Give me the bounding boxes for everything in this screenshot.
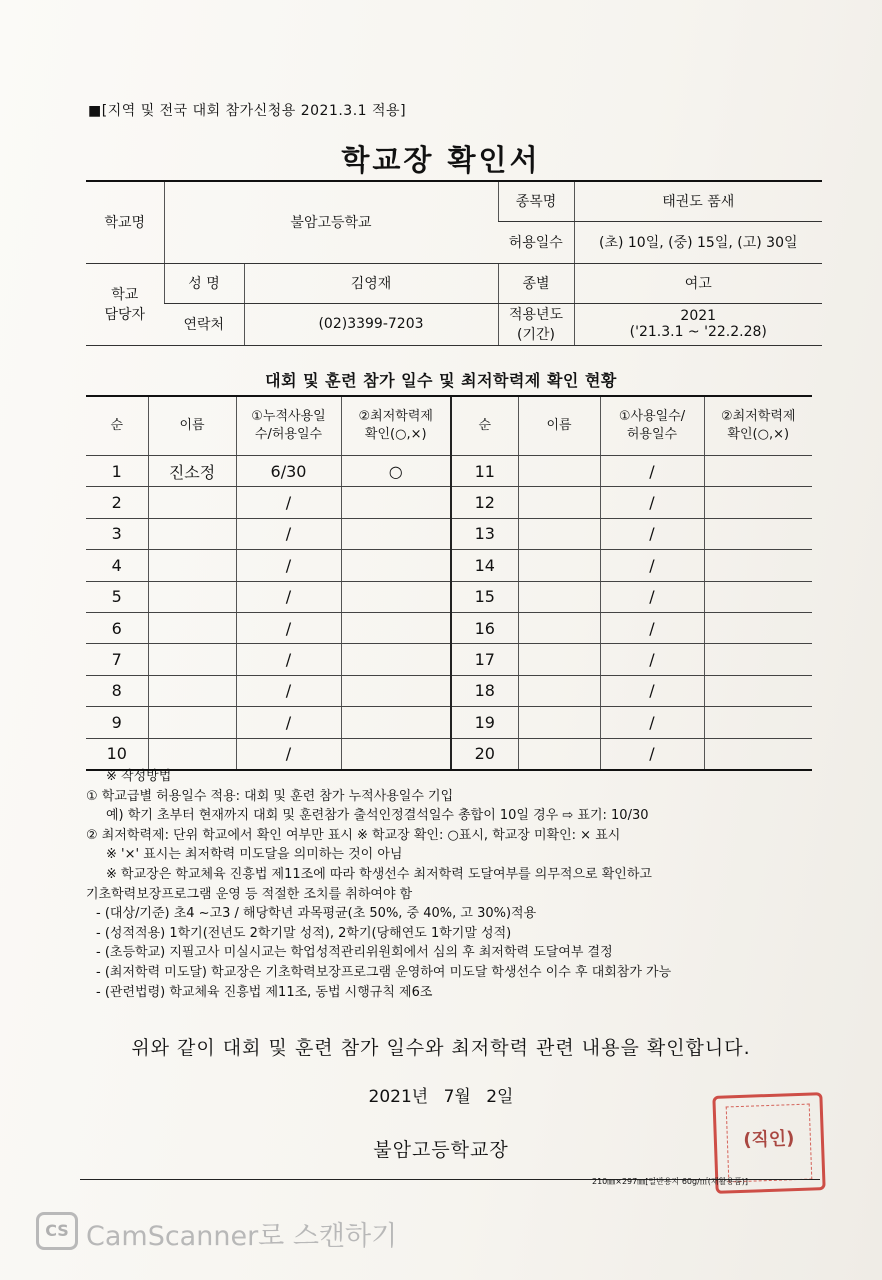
row-days: /	[236, 518, 341, 549]
table-row	[86, 612, 812, 643]
row-no-right: 12	[451, 487, 518, 518]
school-label: 학교명	[86, 181, 164, 263]
row-no-right: 14	[451, 550, 518, 581]
row-no-right: 20	[451, 738, 518, 770]
row-days: /	[236, 738, 341, 770]
row-days: /	[236, 612, 341, 643]
note-item: - (성적적용) 1학기(전년도 2학기말 성적), 2학기(당해연도 1학기말 성적)	[96, 925, 512, 941]
note-item: - (관련법령) 학교체육 진흥법 제11조, 동법 시행규칙 제6조	[96, 984, 433, 1000]
row-min-right	[704, 550, 812, 581]
row-days-right: /	[600, 487, 704, 518]
row-min	[341, 518, 451, 549]
row-no-right: 15	[451, 581, 518, 612]
row-name-right	[518, 644, 600, 675]
note-item: ① 학교급별 허용일수 적용: 대회 및 훈련 참가 누적사용일수 기입	[86, 788, 454, 804]
row-days: /	[236, 675, 341, 706]
header-min-right-line1: ②최저학력제	[721, 409, 796, 424]
header-min-left	[341, 396, 451, 456]
row-min-right	[704, 675, 812, 706]
row-days: /	[236, 581, 341, 612]
name-label: 성 명	[164, 263, 244, 303]
header-min-left-line1: ②최저학력제	[358, 409, 433, 424]
row-min	[341, 675, 451, 706]
manager-label	[86, 263, 164, 345]
row-name-right	[518, 707, 600, 738]
row-no: 6	[86, 612, 148, 643]
row-no: 2	[86, 487, 148, 518]
row-min: ○	[341, 456, 451, 487]
row-days: /	[236, 644, 341, 675]
table-row	[86, 707, 812, 738]
manager-label-line2: 담당자	[104, 307, 146, 323]
allowed-days-value: (초) 10일, (중) 15일, (고) 30일	[574, 221, 822, 263]
table-row	[86, 456, 812, 487]
row-no-right: 19	[451, 707, 518, 738]
row-name	[148, 550, 236, 581]
header-days-left	[236, 396, 341, 456]
header-min-right-line2: 확인(○,×)	[727, 427, 790, 442]
info-table	[86, 180, 822, 346]
row-min	[341, 581, 451, 612]
row-days-right: /	[600, 738, 704, 770]
table-row	[86, 738, 812, 770]
note-item: - (대상/기준) 초4 ~고3 / 해당학년 과목평균(초 50%, 중 40%, 고 30%)적용	[96, 906, 537, 922]
row-min	[341, 644, 451, 675]
note-item: 기초학력보장프로그램 운영 등 적절한 조치를 취하여야 함	[86, 886, 413, 902]
row-name	[148, 518, 236, 549]
contact-value: (02)3399-7203	[244, 303, 498, 345]
confirmation-statement: 위와 같이 대회 및 훈련 참가 일수와 최저학력 관련 내용을 확인합니다.	[131, 1037, 751, 1059]
table-row	[86, 518, 812, 549]
year-label-line1: 적용년도	[508, 307, 564, 323]
row-min	[341, 487, 451, 518]
header-note: ■[지역 및 전국 대회 참가신청용 2021.3.1 적용]	[88, 103, 407, 119]
row-min-right	[704, 644, 812, 675]
camscanner-logo-icon: CS	[36, 1212, 78, 1250]
principal-signature: 불암고등학교장	[373, 1139, 509, 1161]
row-name	[148, 581, 236, 612]
row-min-right	[704, 487, 812, 518]
header-no-right: 순	[451, 396, 518, 456]
header-min-left-line2: 확인(○,×)	[364, 427, 427, 442]
row-min-right	[704, 518, 812, 549]
table-header-row	[86, 396, 812, 456]
row-name-right	[518, 518, 600, 549]
row-min	[341, 738, 451, 770]
instructions	[86, 767, 826, 1002]
row-no-right: 13	[451, 518, 518, 549]
row-name	[148, 707, 236, 738]
row-name-right	[518, 675, 600, 706]
paper-spec: 210㎜×297㎜[일반용지 60g/㎡(재활용품)]	[592, 1177, 749, 1186]
row-days-right: /	[600, 707, 704, 738]
row-days-right: /	[600, 644, 704, 675]
school-value: 불암고등학교	[164, 181, 498, 263]
row-name-right	[518, 738, 600, 770]
row-min-right	[704, 738, 812, 770]
event-value: 태권도 품새	[574, 181, 822, 221]
row-name	[148, 675, 236, 706]
header-no: 순	[86, 396, 148, 456]
contact-label: 연락처	[164, 303, 244, 345]
header-days-right	[600, 396, 704, 456]
row-days: 6/30	[236, 456, 341, 487]
table-row	[86, 675, 812, 706]
seal-text: (직인)	[742, 1128, 795, 1151]
row-no-right: 16	[451, 612, 518, 643]
row-name	[148, 644, 236, 675]
row-name-right	[518, 581, 600, 612]
table-row	[86, 487, 812, 518]
row-days: /	[236, 487, 341, 518]
row-name-right	[518, 456, 600, 487]
year-value-cell	[574, 303, 822, 345]
row-min	[341, 550, 451, 581]
note-item: - (초등학교) 지필고사 미실시교는 학업성적관리위원회에서 심의 후 최저학력 도달여부 결정	[96, 945, 613, 961]
header-days-left-line2: 수/허용일수	[254, 427, 323, 442]
row-min-right	[704, 581, 812, 612]
note-item: ※ 학교장은 학교체육 진흥법 제11조에 따라 학생선수 최저학력 도달여부를 의무적으로 확인하고	[106, 866, 652, 882]
note-item: ② 최저학력제: 단위 학교에서 확인 여부만 표시 ※ 학교장 확인: ○표시, 학교장 미확인: × 표시	[86, 827, 621, 843]
row-name-right	[518, 487, 600, 518]
row-no-right: 17	[451, 644, 518, 675]
table-row	[86, 550, 812, 581]
row-no: 3	[86, 518, 148, 549]
row-no: 7	[86, 644, 148, 675]
header-days-left-line1: ①누적사용일	[251, 409, 326, 424]
participation-table	[86, 395, 812, 771]
row-no: 1	[86, 456, 148, 487]
row-no: 5	[86, 581, 148, 612]
row-min	[341, 707, 451, 738]
row-days-right: /	[600, 550, 704, 581]
row-min-right	[704, 612, 812, 643]
row-name-right	[518, 550, 600, 581]
note-heading: ※ 작성방법	[106, 769, 172, 784]
row-no: 8	[86, 675, 148, 706]
table-row	[86, 581, 812, 612]
row-days-right: /	[600, 612, 704, 643]
row-no-right: 18	[451, 675, 518, 706]
document-title: 학교장 확인서	[341, 143, 541, 177]
row-days: /	[236, 550, 341, 581]
row-days-right: /	[600, 581, 704, 612]
row-min-right	[704, 456, 812, 487]
name-value: 김영재	[244, 263, 498, 303]
row-name	[148, 487, 236, 518]
allowed-days-label: 허용일수	[498, 221, 574, 263]
year-period: ('21.3.1 ~ '22.2.28)	[629, 324, 767, 340]
row-min-right	[704, 707, 812, 738]
row-days-right: /	[600, 518, 704, 549]
header-days-right-line1: ①사용일수/	[618, 409, 686, 424]
row-days-right: /	[600, 675, 704, 706]
row-days-right: /	[600, 456, 704, 487]
section-title: 대회 및 훈련 참가 일수 및 최저학력제 확인 현황	[265, 371, 617, 390]
note-item: 예) 학기 초부터 현재까지 대회 및 훈련참가 출석인정결석일수 총합이 10일 경우 ⇨ 표기: 10/30	[106, 808, 649, 824]
row-no-right: 11	[451, 456, 518, 487]
row-name	[148, 738, 236, 770]
note-item: ※ '×' 표시는 최저학력 미도달을 의미하는 것이 아님	[106, 847, 403, 863]
row-no: 4	[86, 550, 148, 581]
document-date: 2021년 7월 2일	[368, 1087, 514, 1107]
row-name: 진소정	[148, 456, 236, 487]
row-name-right	[518, 612, 600, 643]
year-value: 2021	[680, 308, 717, 324]
row-days: /	[236, 707, 341, 738]
camscanner-watermark: CamScanner로 스캔하기	[86, 1221, 398, 1252]
year-label	[498, 303, 574, 345]
year-label-line2: (기간)	[517, 327, 555, 343]
row-no: 10	[86, 738, 148, 770]
header-name-right: 이름	[518, 396, 600, 456]
header-days-right-line2: 허용일수	[626, 427, 678, 442]
header-min-right	[704, 396, 812, 456]
event-label: 종목명	[498, 181, 574, 221]
row-no: 9	[86, 707, 148, 738]
manager-label-line1: 학교	[111, 287, 139, 303]
category-value: 여고	[574, 263, 822, 303]
category-label: 종별	[498, 263, 574, 303]
row-min	[341, 612, 451, 643]
note-item: - (최저학력 미도달) 학교장은 기초학력보장프로그램 운영하여 미도달 학생선수 이수 후 대회참가 가능	[96, 964, 672, 980]
table-row	[86, 644, 812, 675]
header-name: 이름	[148, 396, 236, 456]
row-name	[148, 612, 236, 643]
